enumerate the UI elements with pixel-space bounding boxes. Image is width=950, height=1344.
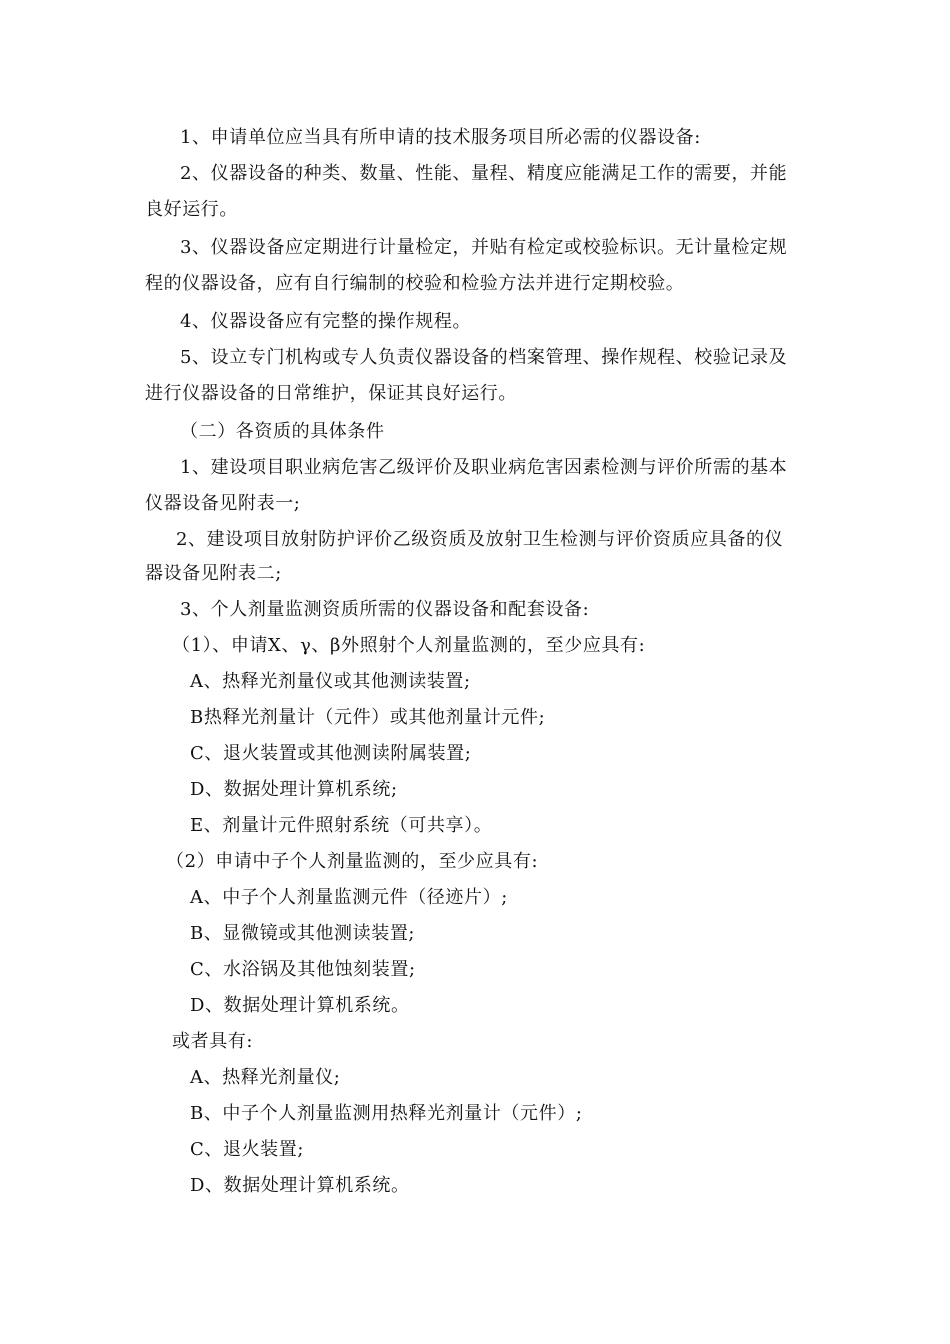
text-line: 5、设立专门机构或专人负责仪器设备的档案管理、操作规程、校验记录及 — [180, 347, 788, 368]
text-line: 2、仪器设备的种类、数量、性能、量程、精度应能满足工作的需要，并能 — [180, 163, 788, 184]
text-line: （2）申请中子个人剂量监测的，至少应具有: — [166, 851, 539, 872]
list-item: E、剂量计元件照射系统（可共享）。 — [190, 815, 493, 836]
list-item: D、数据处理计算机系统。 — [190, 995, 410, 1016]
text-line: 进行仪器设备的日常维护，保证其良好运行。 — [145, 383, 517, 404]
list-item: A、热释光剂量仪; — [190, 1067, 341, 1088]
list-item: B热释光剂量计（元件）或其他剂量计元件; — [190, 707, 546, 728]
text-line: 4、仪器设备应有完整的操作规程。 — [180, 311, 472, 332]
list-item: A、中子个人剂量监测元件（径迹片）; — [190, 887, 508, 908]
list-item: C、退火装置或其他测读附属装置; — [190, 743, 472, 764]
text-line: 1、申请单位应当具有所申请的技术服务项目所必需的仪器设备: — [180, 127, 701, 148]
list-item: D、数据处理计算机系统。 — [190, 1175, 410, 1196]
text-line: 2、建设项目放射防护评价乙级资质及放射卫生检测与评价资质应具备的仪 — [176, 529, 784, 550]
section-heading: （二）各资质的具体条件 — [180, 421, 385, 442]
text-line: （1）、申请X、γ、β外照射个人剂量监测的，至少应具有: — [172, 635, 646, 656]
list-item: C、水浴锅及其他蚀刻装置; — [190, 959, 416, 980]
text-line: 仪器设备见附表一; — [145, 493, 301, 514]
list-item: A、热释光剂量仪或其他测读装置; — [190, 671, 471, 692]
text-line: 良好运行。 — [145, 199, 238, 220]
text-line: 1、建设项目职业病危害乙级评价及职业病危害因素检测与评价所需的基本 — [180, 457, 788, 478]
text-line: 3、仪器设备应定期进行计量检定，并贴有检定或校验标识。无计量检定规 — [180, 237, 788, 258]
list-item: C、退火装置; — [190, 1139, 305, 1160]
text-line: 3、个人剂量监测资质所需的仪器设备和配套设备: — [180, 599, 590, 620]
text-line: 程的仪器设备，应有自行编制的校验和检验方法并进行定期校验。 — [145, 273, 685, 294]
list-item: B、中子个人剂量监测用热释光剂量计（元件）; — [190, 1103, 583, 1124]
list-item: D、数据处理计算机系统; — [190, 779, 398, 800]
list-item: B、显微镜或其他测读装置; — [190, 923, 416, 944]
text-line: 或者具有: — [172, 1031, 254, 1052]
text-line: 器设备见附表二; — [145, 563, 282, 584]
